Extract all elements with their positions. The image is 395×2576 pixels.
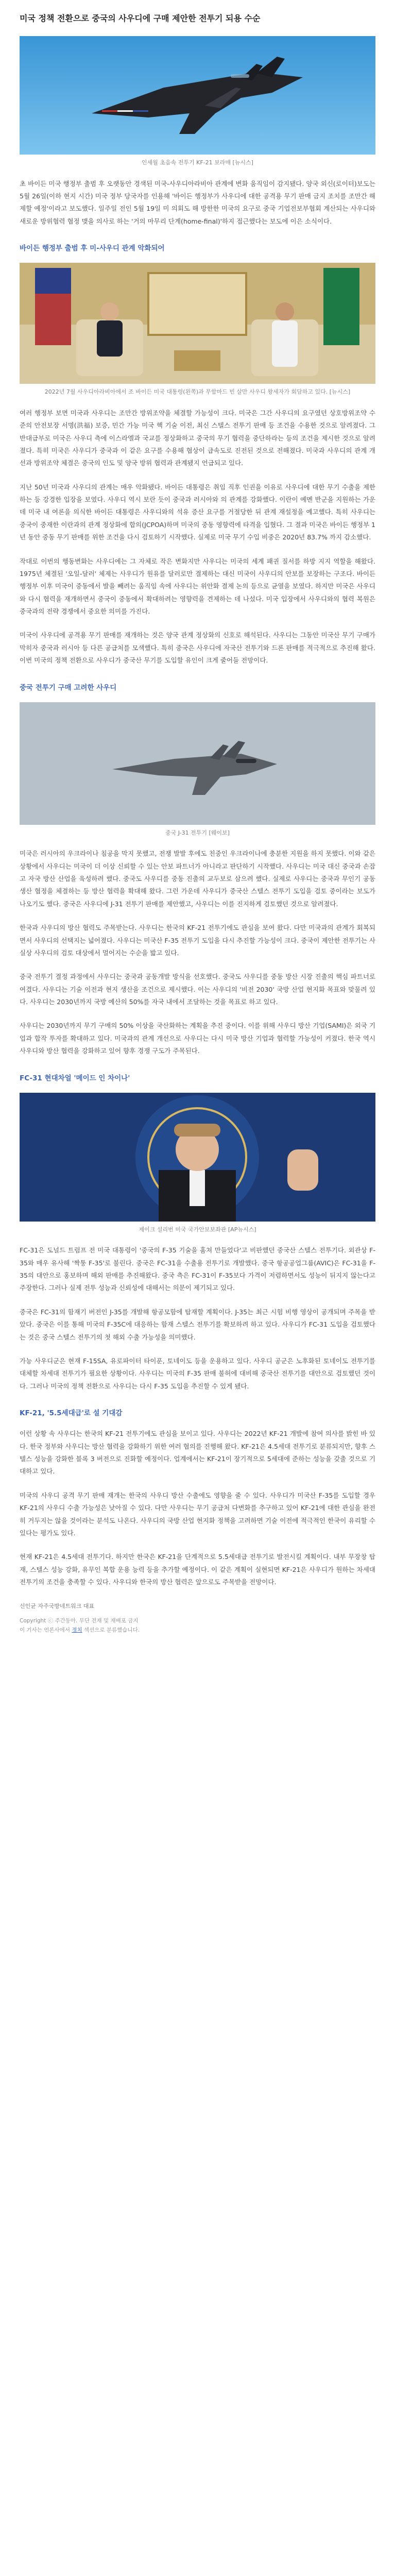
fighter-jet-illustration (20, 702, 375, 825)
section-subheading: KF-21, '5.5세대급'로 설 기대감 (20, 1409, 123, 1417)
body-paragraph: 현재 KF-21은 4.5세대 전투기다. 하지만 한국은 KF-21을 단계적으로 5.5세대급 전투기로 발전시킬 계획이다. 내부 무장창 탑재, 스텔스 성능 강화, 유무인 복합 운용 능력 등을 추가할 예정이다. 이 같은 계획이 실현되면 KF-21은 사우디가 원하는 차세대 전투기의 조건을 충족할 수 있다. 사우디와 한국의 방산 협력은 앞으로도 주목받을 전망이다. (20, 1553, 375, 1586)
body-paragraph: 한국과 사우디의 방산 협력도 주목받는다. 사우디는 한국의 KF-21 전투기에도 관심을 보여 왔다. 다만 미국과의 관계가 회복되면서 사우디의 선택지는 넓어졌다. 사우디는 미국산 F-35 전투기 도입을 다시 추진할 가능성이 크다. 중국이 제안한 전투기는 사실상 사우디의 검토 대상에서 멀어지는 수순을 밟고 있다. (20, 924, 375, 957)
section-subheading: 중국 전투기 구매 고려한 사우디 (20, 683, 117, 692)
article-photo (20, 263, 375, 384)
photo-caption: 인세월 초음속 전투기 KF-21 보라매 [뉴시스] (142, 159, 253, 166)
body-paragraph: 지난 50년 미국과 사우디의 관계는 매우 악화됐다. 바이든 대통령은 취임 직후 인권을 이유로 사우디에 대한 무기 수출을 제한하는 등 강경한 입장을 보였다. 사우디 역시 보란 듯이 중국과 러시아와 의 관계를 강화했다. 이란이 예멘 반군을 지원하는 가운데 미국 내 여론을 의식한 바이든 대통령은 사우디와의 석유 증산 요구를 거절당한 뒤 관계 재설정을 예고했다. 특히 사우디는 중국이 중재한 이란과의 관계 정상화에 합의(JCPOA)하며 미국의 중동 영향력에 타격을 입혔다. 그 결과 미국은 바이든 행정부 1년 동안 중동 무기 판매를 위한 조건을 다시 검토하기 시작했다. 실제로 미국 무기 수입 비중은 2020년 83.7% 까지 감소했다. (20, 483, 375, 541)
section-notice (20, 1626, 375, 1635)
section-subheading: FC-31 현대차얼 '메이드 인 차이나' (20, 1074, 130, 1082)
article-headline: 미국 정책 전환으로 중국의 사우디에 구매 제안한 전투기 되용 수순 (20, 13, 261, 23)
author-credit: 신인균 자주국방네트워크 대표 (20, 1603, 95, 1610)
article-body (20, 36, 375, 1588)
article-figure (20, 702, 375, 838)
article-photo (20, 1093, 375, 1222)
copyright-text: Copyright ⓒ 주간동아. 무단 전재 및 재배포 금지 (20, 1618, 139, 1624)
article-photo (20, 702, 375, 825)
body-paragraph: 미국은 러시아의 우크라이나 침공을 막지 못했고, 전쟁 발발 후에도 친중인 우크라이나에 충분한 지원을 하지 못했다. 이와 같은 상황에서 사우디는 미국이 더 이상 신뢰할 수 있는 안보 파트너가 아니라고 판단하기 시작했다. 사우디는 미국 대신 중국과 손잡고 자국 방산 산업을 육성하려 했다. 중국도 사우디를 중동 진출의 교두보로 삼으려 했다. 실제로 사우디는 중국과 무인기 공동 생산 협정을 체결하는 등 방산 협력을 확대해 왔다. 그런 가운데 사우디가 중국산 스텔스 전투기 도입을 검토 중이라는 보도가 나오기도 했다. 중국은 사우디에 J-31 전투기 판매를 제안했고, 사우디는 이를 진지하게 검토했던 것으로 알려졌다. (20, 850, 375, 908)
body-paragraph: FC-31은 도널드 트럼프 전 미국 대통령이 '중국의 F-35 기술을 훔쳐 만들었다'고 비판했던 중국산 스텔스 전투기다. 외관상 F-35와 매우 유사해 '짝퉁 F-35'로 불린다. 중국은 FC-31을 수출용 전투기로 개발했다. 중국 항공공업그룹(AVIC)은 FC-31을 F-35의 대안으로 홍보하며 해외 판매를 추진해왔다. 중국 측은 FC-31이 F-35보다 가격이 저렴하면서도 성능이 뒤지지 않는다고 주장한다. 그러나 실제 전투 성능과 신뢰성에 대해서는 의문이 제기되고 있다. (20, 1246, 375, 1292)
meeting-photo-illustration (20, 263, 375, 384)
body-paragraph: 중국 전투기 결정 과정에서 사우디는 중국과 공동개발 방식을 선호했다. 중국도 사우디를 중동 방산 시장 진출의 핵심 파트너로 여겼다. 사우디는 기술 이전과 현지 생산을 조건으로 제시했다. 이는 사우디의 '비전 2030' 국방 산업 현지화 목표와 맞물려 있다. 사우디는 2030년까지 국방 예산의 50%를 자국 내에서 조달하는 것을 목표로 하고 있다. (20, 973, 375, 1006)
section-notice-suffix: 섹션으로 분류했습니다. (82, 1626, 140, 1633)
body-paragraph: 여러 행정부 보면 미국과 사우디는 조만간 방위조약을 체결할 가능성이 크다. 미국은 그간 사우디의 요구였던 상호방위조약 수준의 안전보장 서명(洪福) 보증, 민간 가능 미국 핵 기술 이전, 최신 스텔스 전투기 판매 등 조건을 수용한 것으로 알려졌다. 그 반대급부로 미국은 사우디 측에 이스라엘과 국교를 정상화하고 중국의 무기 협력을 중단하라는 등의 조건을 제시한 것으로 알려졌다. 특히 미국은 사우디가 중국과 이 같은 요구를 수용해 협상이 급속도로 진전된 것으로 전해졌다. 미국과 사우디의 관계 개선과 방위조약 체결은 중국의 인도 및 양국 방위 협력과 관계됐지 언급되고 있다. (20, 409, 375, 467)
body-paragraph: 이런 상황 속 사우디는 한국의 KF-21 전투기에도 관심을 보이고 있다. 사우디는 2022년 KF-21 개발에 참여 의사를 밝힌 바 있다. 한국 정부와 사우디는 방산 협력을 강화하기 위한 여러 협의를 진행해 왔다. KF-21은 4.5세대 전투기로 분류되지만, 향후 스텔스 성능을 강화한 블록 3 버전으로 진화할 예정이다. 업계에서는 KF-21이 장기적으로 5세대에 준하는 성능을 갖출 것으로 기대하고 있다. (20, 1430, 375, 1476)
article-figure (20, 36, 375, 167)
section-subheading: 바이든 행정부 출범 후 미-사우디 관계 악화되어 (20, 244, 165, 252)
body-paragraph: 작대로 이번의 행동변화는 사우디에는 그 자체로 작은 변화지만 사우디는 미국의 세계 패권 질서를 하방 지지 역할을 해왔다. 1975년 체결된 '오일-달러' 체제는 사우디가 원유를 달러로만 결제하는 대신 미국이 사우디의 안보를 보장하는 구조다. 바이든 행정부 이후 미국이 중동에서 발을 빼려는 움직임 속에 사우디는 위안화 결제 논의 등으로 균열을 보였다. 하지만 미국은 사우디와 다시 협력을 재개하면서 중국이 중동에서 확대하려는 영향력을 견제하는 데 나섰다. 미국 입장에서 사우디와의 협력 복원은 중국과의 전략 경쟁에서 중요한 의미를 가진다. (20, 557, 375, 615)
body-paragraph: 초 바이든 미국 행정부 출범 후 오랫동안 경색된 미국-사우디아라비아 관계에 변화 움직임이 감지됐다. 양국 외신(로이터)보도는 5월 26일(이하 현지 시간) 미국 정부 당국자를 인용해 '바이든 행정부가 사우디에 대한 공격용 무기 판매 금지 조치를 조만간 해제할 예정'이라고 보도했다. 일주일 전인 5월 19일 미 의회도 해 방한한 미국의 요구로 중국 기업전보부협회 계산되는 사우디와 새로운 방위협력 협정 맺을 의사로 하는 '거의 마무리 단계(home-final)'하지 접근했다는 보도에 이은 소식이다. (20, 179, 375, 225)
body-paragraph: 미국이 사우디에 공격용 무기 판매를 재개하는 것은 양국 관계 정상화의 신호로 해석된다. 사우디는 그동안 미국산 무기 구매가 막히자 중국과 러시아 등 다른 공급처를 모색했다. 특히 중국은 사우디에 자국산 전투기와 드론 판매를 적극적으로 추진해 왔다. 이번 미국의 정책 전환으로 사우디가 중국산 무기를 도입할 유인이 크게 줄어들 전망이다. (20, 631, 375, 665)
section-link[interactable]: 정치 (72, 1626, 82, 1633)
article-photo (20, 36, 375, 155)
section-notice-prefix: 이 기사는 언론사에서 (20, 1626, 72, 1633)
photo-caption: 제이크 설리번 미국 국가안보보좌관 [AP뉴시스] (139, 1226, 256, 1233)
podium-photo-illustration (20, 1093, 375, 1222)
fighter-jet-illustration (20, 36, 375, 155)
copyright-block (20, 1617, 375, 1635)
article-figure (20, 263, 375, 397)
body-paragraph: 중국은 FC-31의 함재기 버전인 J-35를 개발해 항공모함에 탑재할 계획이다. J-35는 최근 시험 비행 영상이 공개되며 주목을 받았다. 중국은 이를 통해 미국의 F-35C에 대응하는 함재 스텔스 전투기를 확보하려 하고 있다. 사우디가 FC-31 도입을 검토했다는 것은 중국 스텔스 전투기의 첫 해외 수출 가능성을 의미했다. (20, 1308, 375, 1341)
body-paragraph: 사우디는 2030년까지 무기 구매의 50% 이상을 국산화하는 계획을 추진 중이다. 이를 위해 사우디 방산 기업(SAMI)은 외국 기업과 합작 투자를 확대하고 있다. 미국과의 관계 개선으로 사우디는 다시 미국 방산 기업과 협력할 가능성이 커졌다. 한국 역시 사우디와 방산 협력을 강화하고 있어 향후 경쟁 구도가 주목된다. (20, 1022, 375, 1055)
article-figure (20, 1093, 375, 1234)
photo-caption: 중국 J-31 전투기 [웨이보] (165, 829, 230, 836)
photo-caption: 2022년 7월 사우디아라비아에서 조 바이든 미국 대통령(왼쪽)과 무함마드 빈 살만 사우디 왕세자가 회담하고 있다. [뉴시스] (44, 388, 351, 396)
body-paragraph: 미국의 사우디 공격 무기 판매 재개는 한국의 사우디 방산 수출에도 영향을 줄 수 있다. 사우디가 미국산 F-35를 도입할 경우 KF-21의 사우디 수출 가능성은 낮아질 수 있다. 다만 사우디는 무기 공급처 다변화를 추구하고 있어 KF-21에 대한 관심을 완전히 거두지는 않을 것이라는 분석도 나온다. 사우디의 국방 산업 현지화 정책을 고려하면 기술 이전에 적극적인 한국이 유리할 수 있다는 평가도 있다. (20, 1491, 375, 1537)
body-paragraph: 가능 사우디군은 현재 F-15SA, 유로파이터 타이푼, 토네이도 등을 운용하고 있다. 사우디 공군은 노후화된 토네이도 전투기를 대체할 차세대 전투기가 필요한 상황이다. 사우디는 미국의 F-35 판매 불허에 대비해 중국산 전투기를 대안으로 검토했던 것이다. 그러나 미국의 정책 전환으로 사우디는 다시 F-35 도입을 추진할 수 있게 됐다. (20, 1357, 375, 1390)
